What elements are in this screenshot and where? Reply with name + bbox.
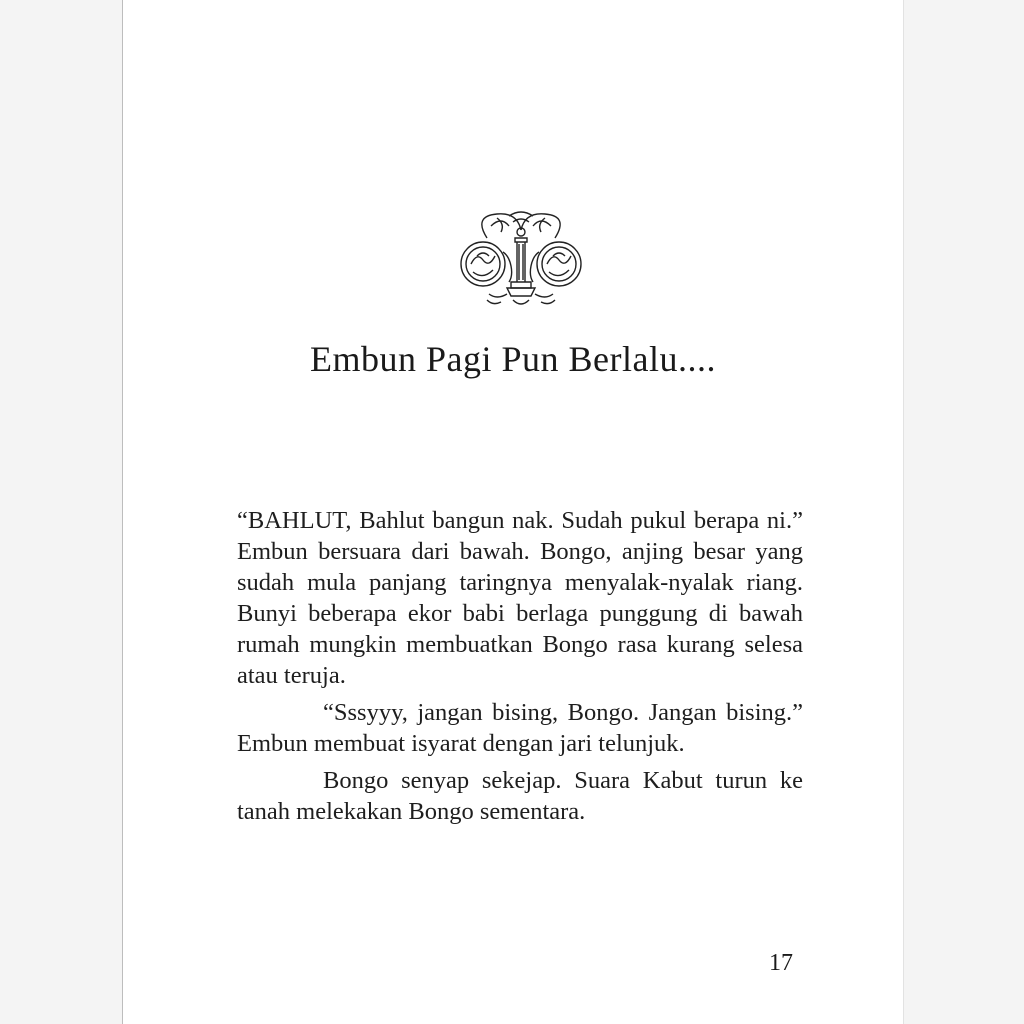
book-page <box>122 0 903 1024</box>
page-number: 17 <box>769 950 793 976</box>
chapter-title: Embun Pagi Pun Berlalu.... <box>310 339 716 379</box>
paragraph: “Sssyyy, jangan bising, Bongo. Jangan bising.” Embun membuat isyarat dengan jari telunjuk. <box>237 699 803 757</box>
paragraph: Bongo senyap sekejap. Suara Kabut turun ke tanah melekakan Bongo sementara. <box>237 767 803 825</box>
chapter-body <box>237 505 803 833</box>
floral-ornament-icon <box>457 208 585 312</box>
paragraph: “BAHLUT, Bahlut bangun nak. Sudah pukul berapa ni.” Embun bersuara dari bawah. Bongo, anjing besar yang sudah mula panjang taringnya menyalak-nyalak riang. Bunyi beberapa ekor babi berlaga punggung di bawah rumah mungkin membuatkan Bongo rasa kurang selesa atau teruja. <box>237 507 803 689</box>
